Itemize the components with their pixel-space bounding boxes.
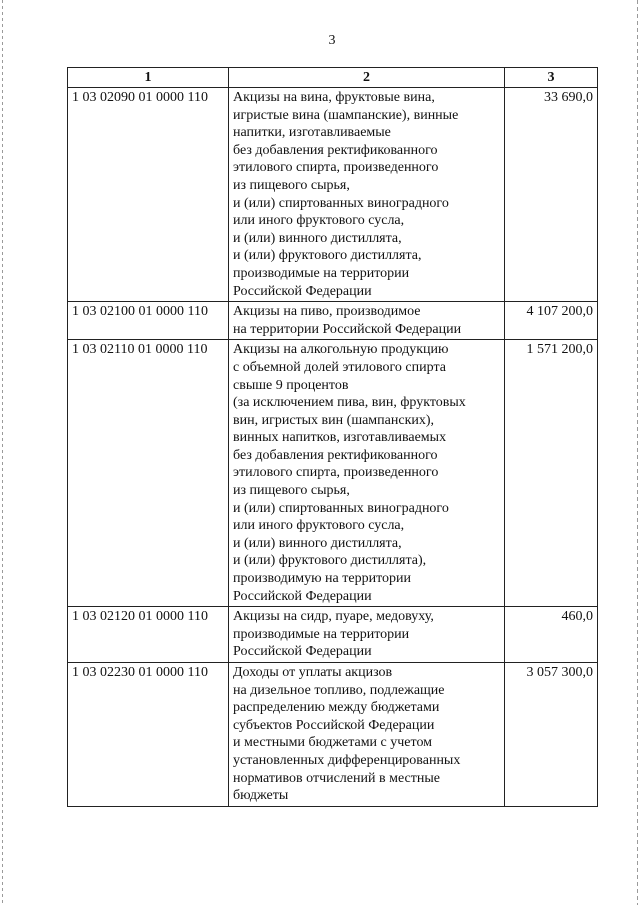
description-cell: Доходы от уплаты акцизов на дизельное топливо, подлежащие распределению между бюджетами субъектов Российской Федерации и местными бюджетами с учетом установленных дифференцированных нормативов отчислений в местные бюджеты	[229, 663, 505, 807]
table-row	[68, 663, 598, 807]
scan-edge-left	[2, 0, 3, 905]
table-row	[68, 340, 598, 607]
table-row	[68, 302, 598, 340]
table-row	[68, 607, 598, 663]
amount-cell: 33 690,0	[505, 88, 598, 302]
table-header-row	[68, 68, 598, 88]
amount-cell: 4 107 200,0	[505, 302, 598, 340]
scan-edge-right	[637, 0, 638, 905]
revenue-table	[67, 67, 598, 807]
amount-cell: 3 057 300,0	[505, 663, 598, 807]
description-cell: Акцизы на вина, фруктовые вина, игристые вина (шампанские), винные напитки, изготавливаемые без добавления ректификованного этилового спирта, произведенного из пищевого сырья, и (или) спиртованных виноградного или иного фруктового сусла, и (или) винного дистиллята, и (или) фруктового дистиллята, производимые на территории Российской Федерации	[229, 88, 505, 302]
description-cell: Акцизы на сидр, пуаре, медовуху, производимые на территории Российской Федерации	[229, 607, 505, 663]
description-cell: Акцизы на пиво, производимое на территории Российской Федерации	[229, 302, 505, 340]
amount-cell: 460,0	[505, 607, 598, 663]
budget-code-cell: 1 03 02110 01 0000 110	[68, 340, 229, 607]
description-cell: Акцизы на алкогольную продукцию с объемной долей этилового спирта свыше 9 процентов (за исключением пива, вин, фруктовых вин, игристых вин (шампанских), винных напитков, изготавливаемых без добавления ректификованного этилового спирта, произведенного из пищевого сырья, и (или) спиртованных виноградного или иного фруктового сусла, и (или) винного дистиллята, и (или) фруктового дистиллята), производимую на территории Российской Федерации	[229, 340, 505, 607]
column-header-code: 1	[68, 68, 229, 88]
amount-cell: 1 571 200,0	[505, 340, 598, 607]
budget-code-cell: 1 03 02100 01 0000 110	[68, 302, 229, 340]
column-header-amount: 3	[505, 68, 598, 88]
budget-code-cell: 1 03 02120 01 0000 110	[68, 607, 229, 663]
column-header-description: 2	[229, 68, 505, 88]
budget-code-cell: 1 03 02090 01 0000 110	[68, 88, 229, 302]
budget-code-cell: 1 03 02230 01 0000 110	[68, 663, 229, 807]
table-row	[68, 88, 598, 302]
page-number: 3	[328, 33, 336, 48]
